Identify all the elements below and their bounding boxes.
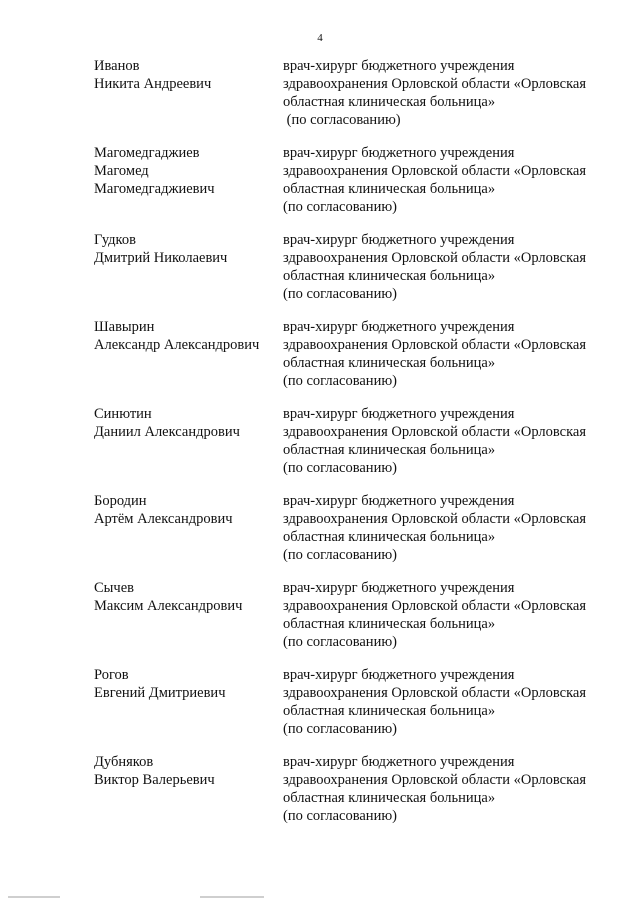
member-position xyxy=(283,666,603,753)
scan-artifact xyxy=(200,896,264,898)
member-name xyxy=(94,318,283,405)
name-line: Артём Александрович xyxy=(94,511,233,527)
position-line: областная клиническая больница» xyxy=(283,268,496,284)
name-line: Виктор Валерьевич xyxy=(94,772,215,788)
name-line: Иванов xyxy=(94,58,140,74)
name-line: Магомедгаджиевич xyxy=(94,181,215,197)
page-number: 4 xyxy=(317,32,323,44)
position-line: областная клиническая больница» xyxy=(283,529,496,545)
position-line: здравоохранения Орловской области «Орловская xyxy=(283,598,587,614)
name-line: Магомед xyxy=(94,163,149,179)
member-name xyxy=(94,231,283,318)
member-position xyxy=(283,753,603,840)
list-item xyxy=(94,405,614,492)
member-list xyxy=(94,57,614,840)
approval-note: (по согласованию) xyxy=(283,112,401,128)
position-line: здравоохранения Орловской области «Орловская xyxy=(283,76,587,92)
position-line: здравоохранения Орловской области «Орловская xyxy=(283,163,587,179)
member-name xyxy=(94,405,283,492)
name-line: Дмитрий Николаевич xyxy=(94,250,228,266)
list-item xyxy=(94,492,614,579)
name-line: Максим Александрович xyxy=(94,598,243,614)
name-line: Гудков xyxy=(94,232,136,248)
name-line: Сычев xyxy=(94,580,134,596)
approval-note: (по согласованию) xyxy=(283,460,397,476)
member-position xyxy=(283,579,603,666)
member-position xyxy=(283,405,603,492)
position-line: здравоохранения Орловской области «Орловская xyxy=(283,337,587,353)
member-position xyxy=(283,144,603,231)
member-name xyxy=(94,57,283,144)
approval-note: (по согласованию) xyxy=(283,547,397,563)
member-name xyxy=(94,753,283,840)
member-name xyxy=(94,492,283,579)
name-line: Магомедгаджиев xyxy=(94,145,200,161)
scan-artifact xyxy=(8,896,60,898)
position-line: врач-хирург бюджетного учреждения xyxy=(283,58,515,74)
name-line: Евгений Дмитриевич xyxy=(94,685,226,701)
position-line: областная клиническая больница» xyxy=(283,442,496,458)
approval-note: (по согласованию) xyxy=(283,808,397,824)
position-line: областная клиническая больница» xyxy=(283,790,496,806)
position-line: врач-хирург бюджетного учреждения xyxy=(283,493,515,509)
member-name xyxy=(94,144,283,231)
position-line: врач-хирург бюджетного учреждения xyxy=(283,667,515,683)
position-line: врач-хирург бюджетного учреждения xyxy=(283,319,515,335)
approval-note: (по согласованию) xyxy=(283,286,397,302)
list-item xyxy=(94,57,614,144)
position-line: врач-хирург бюджетного учреждения xyxy=(283,145,515,161)
position-line: областная клиническая больница» xyxy=(283,181,496,197)
name-line: Никита Андреевич xyxy=(94,76,212,92)
member-name xyxy=(94,579,283,666)
list-item xyxy=(94,753,614,840)
position-line: здравоохранения Орловской области «Орловская xyxy=(283,424,587,440)
position-line: врач-хирург бюджетного учреждения xyxy=(283,232,515,248)
position-line: областная клиническая больница» xyxy=(283,355,496,371)
approval-note: (по согласованию) xyxy=(283,721,397,737)
list-item xyxy=(94,318,614,405)
name-line: Александр Александрович xyxy=(94,337,260,353)
member-name xyxy=(94,666,283,753)
name-line: Рогов xyxy=(94,667,129,683)
position-line: здравоохранения Орловской области «Орловская xyxy=(283,511,587,527)
list-item xyxy=(94,144,614,231)
position-line: врач-хирург бюджетного учреждения xyxy=(283,754,515,770)
name-line: Даниил Александрович xyxy=(94,424,240,440)
position-line: здравоохранения Орловской области «Орловская xyxy=(283,685,587,701)
position-line: областная клиническая больница» xyxy=(283,616,496,632)
position-line: здравоохранения Орловской области «Орловская xyxy=(283,772,587,788)
position-line: врач-хирург бюджетного учреждения xyxy=(283,580,515,596)
member-position xyxy=(283,318,603,405)
list-item xyxy=(94,666,614,753)
member-position xyxy=(283,492,603,579)
position-line: врач-хирург бюджетного учреждения xyxy=(283,406,515,422)
list-item xyxy=(94,579,614,666)
approval-note: (по согласованию) xyxy=(283,634,397,650)
name-line: Бородин xyxy=(94,493,147,509)
member-position xyxy=(283,231,603,318)
approval-note: (по согласованию) xyxy=(283,373,397,389)
name-line: Синютин xyxy=(94,406,152,422)
approval-note: (по согласованию) xyxy=(283,199,397,215)
member-position xyxy=(283,57,603,144)
position-line: областная клиническая больница» xyxy=(283,703,496,719)
list-item xyxy=(94,231,614,318)
position-line: областная клиническая больница» xyxy=(283,94,496,110)
position-line: здравоохранения Орловской области «Орловская xyxy=(283,250,587,266)
name-line: Шавырин xyxy=(94,319,155,335)
name-line: Дубняков xyxy=(94,754,154,770)
